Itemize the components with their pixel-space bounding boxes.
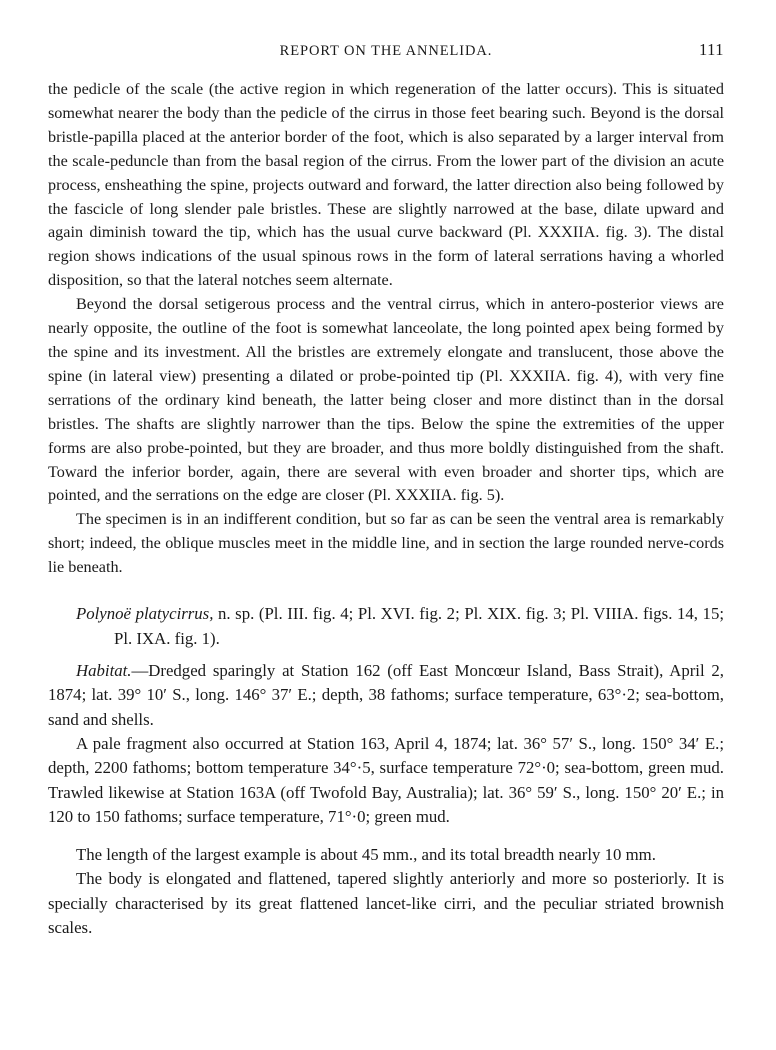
page-number: 111 <box>698 40 724 59</box>
page <box>48 40 724 940</box>
species-references: n. sp. (Pl. III. fig. 4; Pl. XVI. fig. 2; Pl. XIX. fig. 3; Pl. VIIIA. figs. 14, 15; Pl. IXA. fig. 1). <box>114 604 724 648</box>
running-title: REPORT ON THE ANNELIDA. <box>279 43 493 59</box>
description-paragraph: The body is elongated and flattened, tapered slightly anteriorly and more so posteriorly. It is specially characterised by its great flattened lancet-like cirri, and the peculiar striated brownish scales. <box>48 869 724 937</box>
description-paragraph: The length of the largest example is about 45 mm., and its total breadth nearly 10 mm. <box>76 845 656 865</box>
species-name: Polynoë platycirrus, <box>76 604 214 624</box>
body-paragraph: Beyond the dorsal setigerous process and the ventral cirrus, which in antero-posterior views are nearly opposite, the outline of the foot is somewhat lanceolate, the long pointed apex being formed by the spine and its investment. All the bristles are extremely elongate and translucent, those above the spine (in lateral view) presenting a dilated or probe-pointed tip (Pl. XXXIIA. fig. 4), with very fine serrations of the ordinary kind beneath, the latter being closer and more distinct than in the dorsal bristles. The shafts are slightly narrower than the tips. Below the spine the extremities of the upper forms are also probe-pointed, but they are broader, and thus more boldly distinguished from the shaft. Toward the inferior border, again, there are several with even broader and shorter tips, which are pointed, and the serrations on the edge are closer (Pl. XXXIIA. fig. 5). <box>48 295 724 505</box>
page-header <box>48 40 724 68</box>
body-paragraph: the pedicle of the scale (the active region in which regeneration of the latter occurs). This is situated somewhat nearer the body than the pedicle of the cirrus in those feet bearing such. Beyond is the dorsal bristle-papilla placed at the anterior border of the foot, which is also separated by a larger interval from the scale-peduncle than from the basal region of the cirrus. From the lower part of the division an acute process, ensheathing the spine, projects outward and forward, the latter direction also being followed by the fascicle of long slender pale bristles. These are slightly narrowed at the base, dilate upward and again diminish toward the tip, which has the usual curve backward (Pl. XXXIIA. fig. 3). The distal region shows indications of the usual spinous rows in the form of lateral serrations having a whorled disposition, so that the lateral notches seem alternate. <box>48 80 724 290</box>
habitat-text: —Dredged sparingly at Station 162 (off East Moncœur Island, Bass Strait), April 2, 1874; lat. 39° 10′ S., long. 146° 37′ E.; depth, 38 fathoms; surface temperature, 63°·2; sea-bottom, sand and shells. <box>48 661 724 729</box>
body-paragraph: The specimen is in an indifferent condition, but so far as can be seen the ventral area is remarkably short; indeed, the oblique muscles meet in the middle line, and in section the large rounded nerve-cords lie beneath. <box>48 510 724 577</box>
habitat-paragraph-2: A pale fragment also occurred at Station 163, April 4, 1874; lat. 36° 57′ S., long. 150° 34′ E.; depth, 2200 fathoms; bottom temperature 34°·5, surface temperature 72°·0; sea-bottom, green mud. Trawled likewise at Station 163A (off Twofold Bay, Australia); lat. 36° 59′ S., long. 150° 20′ E.; in 120 to 150 fathoms; surface temperature, 71°·0; green mud. <box>48 733 724 826</box>
habitat-paragraph <box>48 659 724 732</box>
habitat-label: Habitat. <box>76 661 132 681</box>
species-heading <box>48 602 724 651</box>
